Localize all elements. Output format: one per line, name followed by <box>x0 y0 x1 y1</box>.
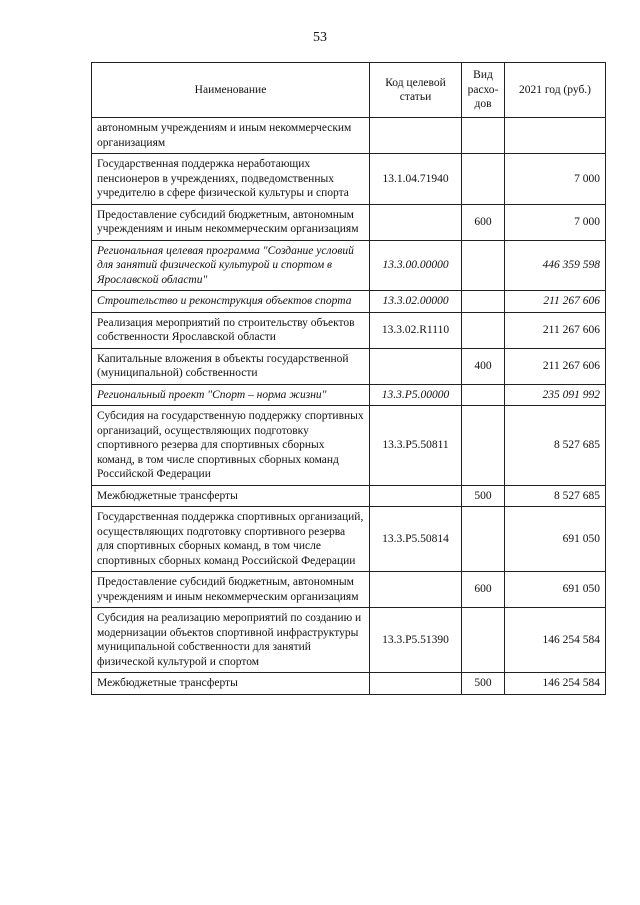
table-row <box>92 240 606 291</box>
row-name-cell: Капитальные вложения в объекты государственной (муниципальной) собственности <box>92 348 370 384</box>
row-type-cell <box>462 312 505 348</box>
row-name-cell: Предоставление субсидий бюджетным, автономным учреждениям и иным некоммерческим организациям <box>92 572 370 608</box>
row-code-cell: 13.3.P5.50811 <box>370 406 462 486</box>
row-amount-cell: 211 267 606 <box>505 348 606 384</box>
row-type-cell: 500 <box>462 485 505 507</box>
row-name-cell: Региональная целевая программа "Создание условий для занятий физической культурой и спортом в Ярославской области" <box>92 240 370 291</box>
row-amount-cell: 211 267 606 <box>505 312 606 348</box>
row-code-cell <box>370 204 462 240</box>
table-header-row <box>92 63 606 118</box>
table-row <box>92 348 606 384</box>
row-name-cell: Субсидия на реализацию мероприятий по созданию и модернизации объектов спортивной инфраструктуры муниципальной собственности для занятий физической культурой и спортом <box>92 608 370 673</box>
row-name-cell: Строительство и реконструкция объектов спорта <box>92 291 370 313</box>
header-amount: 2021 год (руб.) <box>505 63 606 118</box>
table-row <box>92 608 606 673</box>
row-type-cell: 600 <box>462 204 505 240</box>
row-type-cell <box>462 608 505 673</box>
row-type-cell: 600 <box>462 572 505 608</box>
row-code-cell: 13.3.P5.50814 <box>370 507 462 572</box>
table-row <box>92 673 606 695</box>
table-row <box>92 204 606 240</box>
row-amount-cell: 7 000 <box>505 204 606 240</box>
row-amount-cell: 211 267 606 <box>505 291 606 313</box>
table-row <box>92 312 606 348</box>
row-type-cell <box>462 240 505 291</box>
row-amount-cell: 691 050 <box>505 507 606 572</box>
row-amount-cell: 691 050 <box>505 572 606 608</box>
page-number: 53 <box>313 30 327 45</box>
row-code-cell: 13.1.04.71940 <box>370 154 462 205</box>
table-row <box>92 154 606 205</box>
row-type-cell <box>462 118 505 154</box>
row-name-cell: Субсидия на государственную поддержку спортивных организаций, осуществляющих подготовку спортивного резерва для спортивных сборных команд, в том числе спортивных сборных команд Российской Федерации <box>92 406 370 486</box>
row-amount-cell: 7 000 <box>505 154 606 205</box>
row-code-cell: 13.3.P5.00000 <box>370 384 462 406</box>
row-amount-cell <box>505 118 606 154</box>
row-code-cell <box>370 673 462 695</box>
row-code-cell: 13.3.00.00000 <box>370 240 462 291</box>
row-name-cell: Межбюджетные трансферты <box>92 673 370 695</box>
row-code-cell <box>370 118 462 154</box>
table-row <box>92 118 606 154</box>
row-amount-cell: 446 359 598 <box>505 240 606 291</box>
row-code-cell <box>370 485 462 507</box>
table-row <box>92 384 606 406</box>
row-code-cell <box>370 348 462 384</box>
table-row <box>92 406 606 486</box>
row-type-cell <box>462 291 505 313</box>
row-code-cell: 13.3.02.00000 <box>370 291 462 313</box>
row-name-cell: Региональный проект "Спорт – норма жизни" <box>92 384 370 406</box>
row-name-cell: Межбюджетные трансферты <box>92 485 370 507</box>
row-name-cell: Государственная поддержка неработающих пенсионеров в учреждениях, подведомственных учредителю в сфере физической культуры и спорта <box>92 154 370 205</box>
header-type: Вид расхо-дов <box>462 63 505 118</box>
header-name: Наименование <box>92 63 370 118</box>
row-amount-cell: 8 527 685 <box>505 485 606 507</box>
row-type-cell <box>462 384 505 406</box>
row-type-cell <box>462 507 505 572</box>
row-code-cell <box>370 572 462 608</box>
row-code-cell: 13.3.P5.51390 <box>370 608 462 673</box>
header-code: Код целевой статьи <box>370 63 462 118</box>
row-type-cell <box>462 154 505 205</box>
table-row <box>92 291 606 313</box>
row-name-cell: Государственная поддержка спортивных организаций, осуществляющих подготовку спортивного резерва для спортивных сборных команд, в том числе спортивных сборных команд Российской Федерации <box>92 507 370 572</box>
row-name-cell: Реализация мероприятий по строительству объектов собственности Ярославской области <box>92 312 370 348</box>
row-type-cell: 500 <box>462 673 505 695</box>
row-code-cell: 13.3.02.R1110 <box>370 312 462 348</box>
row-amount-cell: 146 254 584 <box>505 673 606 695</box>
table-row <box>92 572 606 608</box>
budget-table <box>91 62 606 695</box>
table-row <box>92 507 606 572</box>
row-type-cell: 400 <box>462 348 505 384</box>
row-name-cell: Предоставление субсидий бюджетным, автономным учреждениям и иным некоммерческим организациям <box>92 204 370 240</box>
row-type-cell <box>462 406 505 486</box>
table-row <box>92 485 606 507</box>
row-amount-cell: 146 254 584 <box>505 608 606 673</box>
row-name-cell: автономным учреждениям и иным некоммерческим организациям <box>92 118 370 154</box>
row-amount-cell: 8 527 685 <box>505 406 606 486</box>
row-amount-cell: 235 091 992 <box>505 384 606 406</box>
